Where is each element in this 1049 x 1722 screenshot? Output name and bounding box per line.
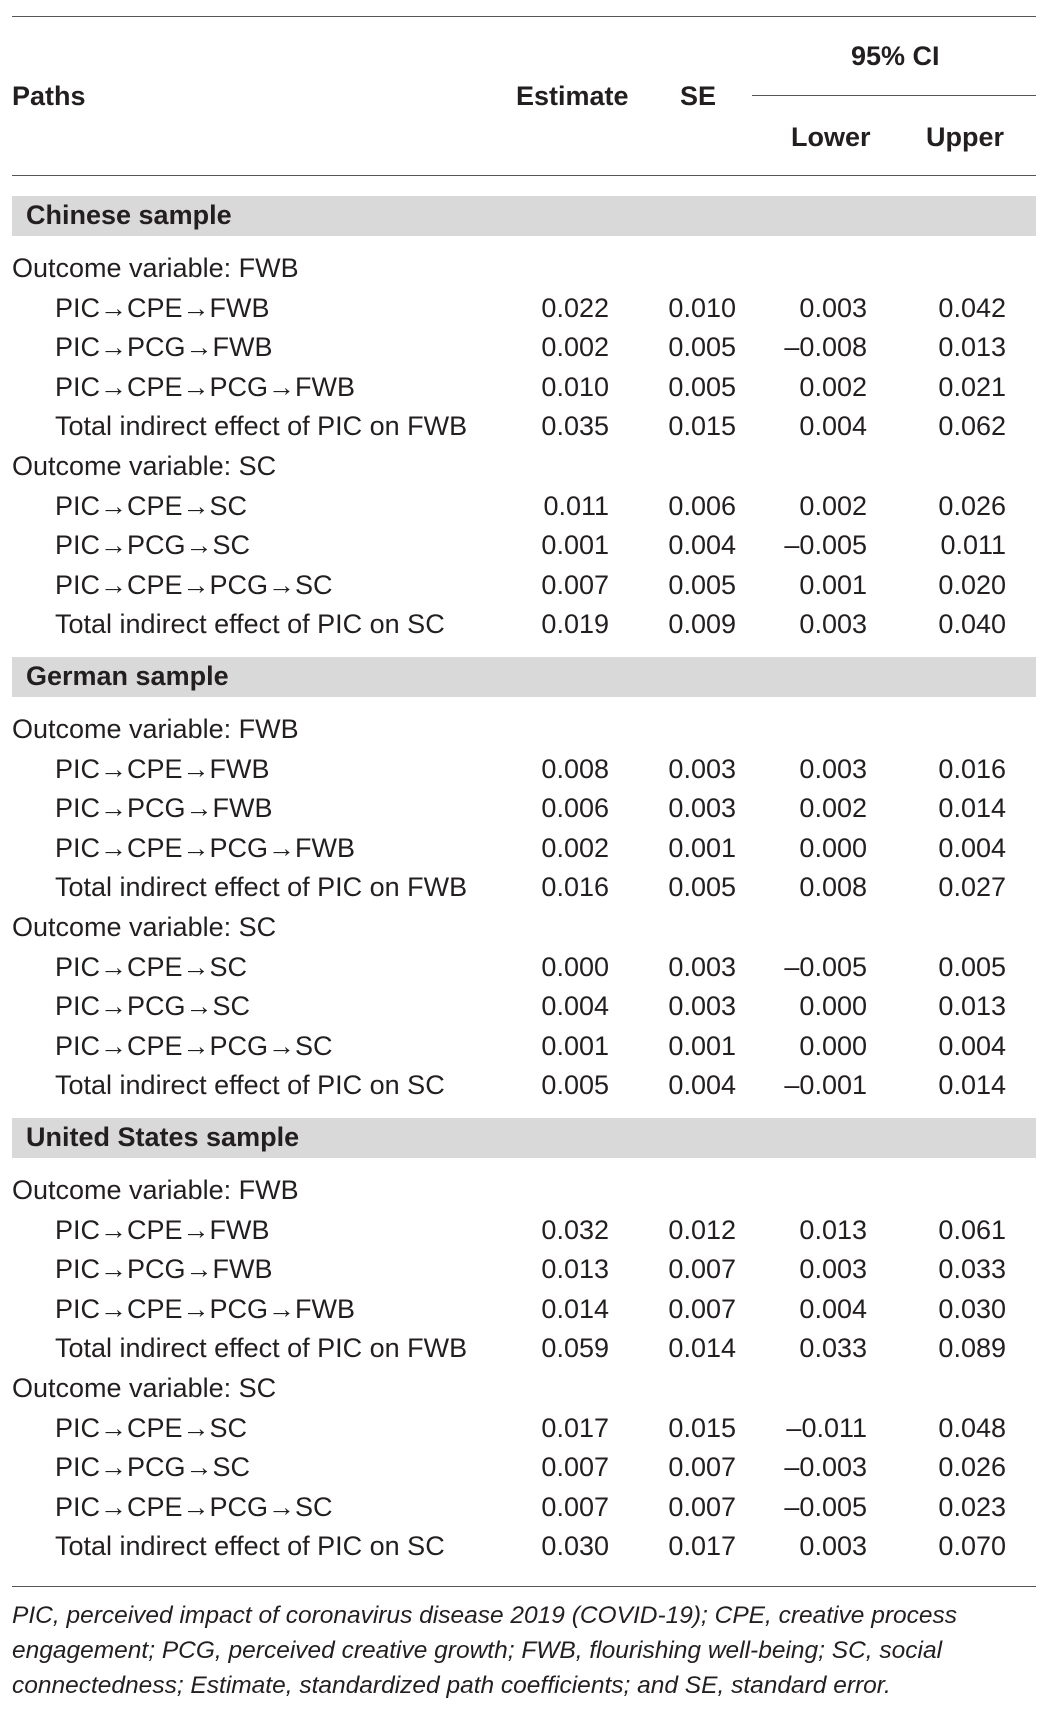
table-row	[0, 1294, 1049, 1333]
section-title: United States sample	[26, 1122, 300, 1152]
table-row	[0, 332, 1049, 371]
ci-lower-cell: 0.004	[799, 411, 867, 442]
se-cell: 0.007	[668, 1452, 736, 1483]
header-estimate: Estimate	[516, 81, 629, 111]
table-row	[0, 833, 1049, 872]
ci-upper-cell: 0.033	[938, 1254, 1006, 1285]
ci-lower-cell: –0.005	[784, 530, 867, 561]
path-cell: Total indirect effect of PIC on SC	[55, 1070, 445, 1101]
ci-lower-cell: 0.013	[799, 1214, 867, 1245]
ci-upper-cell: 0.042	[938, 292, 1006, 323]
header-rule	[12, 175, 1036, 176]
estimate-cell: 0.014	[541, 1293, 609, 1324]
se-cell: 0.010	[668, 292, 736, 323]
path-cell: PIC→CPE→PCG→SC	[55, 1030, 333, 1061]
path-cell: PIC→PCG→SC	[55, 1452, 251, 1483]
ci-upper-cell: 0.005	[938, 951, 1006, 982]
table-row	[0, 1215, 1049, 1254]
table-row	[0, 530, 1049, 569]
se-cell: 0.005	[668, 569, 736, 600]
path-cell: PIC→PCG→SC	[55, 991, 251, 1022]
section-header	[12, 196, 1036, 236]
se-cell: 0.015	[668, 1412, 736, 1443]
outcome-variable-label: Outcome variable: SC	[12, 1373, 277, 1403]
ci-lower-cell: –0.005	[784, 1491, 867, 1522]
ci-lower-cell: 0.008	[799, 872, 867, 903]
table-footnote: PIC, perceived impact of coronavirus disease 2019 (COVID-19); CPE, creative process engagement; PCG, perceived creative growth; FWB, flourishing well-being; SC, social connectedness; Estimate, standardized path coefficients; and SE, standard error.	[12, 1602, 958, 1699]
group-label-row	[0, 253, 1049, 292]
ci-upper-cell: 0.014	[938, 1070, 1006, 1101]
ci-lower-cell: 0.003	[799, 1531, 867, 1562]
estimate-cell: 0.006	[541, 793, 609, 824]
se-cell: 0.007	[668, 1293, 736, 1324]
ci-lower-cell: 0.003	[799, 609, 867, 640]
ci-upper-cell: 0.048	[938, 1412, 1006, 1443]
ci-upper-cell: 0.026	[938, 1452, 1006, 1483]
se-cell: 0.005	[668, 332, 736, 363]
ci-upper-cell: 0.004	[938, 1030, 1006, 1061]
ci-lower-cell: –0.001	[784, 1070, 867, 1101]
header-ci: 95% CI	[851, 41, 940, 71]
top-rule	[12, 16, 1036, 17]
estimate-cell: 0.013	[541, 1254, 609, 1285]
ci-lower-cell: 0.003	[799, 753, 867, 784]
ci-upper-cell: 0.013	[938, 991, 1006, 1022]
ci-lower-cell: 0.000	[799, 832, 867, 863]
path-cell: PIC→CPE→SC	[55, 490, 248, 521]
estimate-cell: 0.022	[541, 292, 609, 323]
path-cell: Total indirect effect of PIC on SC	[55, 1531, 445, 1562]
ci-lower-cell: –0.005	[784, 951, 867, 982]
table-row	[0, 411, 1049, 450]
se-cell: 0.004	[668, 530, 736, 561]
ci-upper-cell: 0.070	[938, 1531, 1006, 1562]
se-cell: 0.015	[668, 411, 736, 442]
path-cell: PIC→CPE→FWB	[55, 1214, 270, 1245]
ci-lower-cell: 0.002	[799, 793, 867, 824]
ci-lower-cell: 0.000	[799, 1030, 867, 1061]
table-row	[0, 991, 1049, 1030]
ci-upper-cell: 0.021	[938, 371, 1006, 402]
ci-lower-cell: 0.001	[799, 569, 867, 600]
table-row	[0, 1413, 1049, 1452]
estimate-cell: 0.032	[541, 1214, 609, 1245]
path-cell: Total indirect effect of PIC on SC	[55, 609, 445, 640]
outcome-variable-label: Outcome variable: FWB	[12, 253, 299, 283]
estimate-cell: 0.000	[541, 951, 609, 982]
table-row	[0, 1254, 1049, 1293]
ci-lower-cell: 0.003	[799, 1254, 867, 1285]
se-cell: 0.003	[668, 991, 736, 1022]
se-cell: 0.001	[668, 832, 736, 863]
se-cell: 0.017	[668, 1531, 736, 1562]
estimate-cell: 0.008	[541, 753, 609, 784]
group-label-row	[0, 1175, 1049, 1214]
path-cell: PIC→PCG→FWB	[55, 332, 273, 363]
path-cell: Total indirect effect of PIC on FWB	[55, 1333, 468, 1364]
estimate-cell: 0.035	[541, 411, 609, 442]
se-cell: 0.005	[668, 872, 736, 903]
path-cell: Total indirect effect of PIC on FWB	[55, 411, 468, 442]
group-label-row	[0, 912, 1049, 951]
table-row	[0, 952, 1049, 991]
estimate-cell: 0.001	[541, 1030, 609, 1061]
header-upper: Upper	[926, 122, 1005, 152]
path-cell: PIC→CPE→FWB	[55, 292, 270, 323]
header-lower: Lower	[791, 122, 871, 152]
se-cell: 0.003	[668, 951, 736, 982]
section-title: Chinese sample	[26, 200, 232, 230]
se-cell: 0.006	[668, 490, 736, 521]
estimate-cell: 0.010	[541, 371, 609, 402]
estimate-cell: 0.007	[541, 569, 609, 600]
path-cell: PIC→CPE→SC	[55, 1412, 248, 1443]
table-row	[0, 609, 1049, 648]
section-title: German sample	[26, 661, 229, 691]
header-paths: Paths	[12, 81, 86, 111]
group-label-row	[0, 451, 1049, 490]
ci-divider	[752, 95, 1036, 96]
ci-upper-cell: 0.027	[938, 872, 1006, 903]
ci-lower-cell: 0.002	[799, 371, 867, 402]
se-cell: 0.003	[668, 753, 736, 784]
ci-upper-cell: 0.013	[938, 332, 1006, 363]
estimate-cell: 0.059	[541, 1333, 609, 1364]
header-se: SE	[680, 81, 717, 111]
table-row	[0, 793, 1049, 832]
se-cell: 0.001	[668, 1030, 736, 1061]
path-cell: PIC→CPE→PCG→FWB	[55, 1293, 356, 1324]
ci-lower-cell: 0.002	[799, 490, 867, 521]
path-cell: PIC→PCG→FWB	[55, 793, 273, 824]
se-cell: 0.007	[668, 1254, 736, 1285]
ci-upper-cell: 0.040	[938, 609, 1006, 640]
estimate-cell: 0.005	[541, 1070, 609, 1101]
path-cell: PIC→CPE→SC	[55, 951, 248, 982]
ci-upper-cell: 0.089	[938, 1333, 1006, 1364]
estimate-cell: 0.030	[541, 1531, 609, 1562]
group-label-row	[0, 714, 1049, 753]
bottom-rule	[12, 1586, 1036, 1587]
estimate-cell: 0.002	[541, 332, 609, 363]
path-cell: PIC→CPE→PCG→SC	[55, 1491, 333, 1522]
table-row	[0, 1333, 1049, 1372]
se-cell: 0.014	[668, 1333, 736, 1364]
table-row	[0, 293, 1049, 332]
ci-upper-cell: 0.011	[940, 530, 1006, 561]
table-row	[0, 1070, 1049, 1109]
ci-upper-cell: 0.014	[938, 793, 1006, 824]
outcome-variable-label: Outcome variable: FWB	[12, 1175, 299, 1205]
table-row	[0, 1531, 1049, 1570]
table-row	[0, 1031, 1049, 1070]
group-label-row	[0, 1373, 1049, 1412]
se-cell: 0.012	[668, 1214, 736, 1245]
path-cell: PIC→PCG→FWB	[55, 1254, 273, 1285]
ci-lower-cell: –0.008	[784, 332, 867, 363]
estimate-cell: 0.007	[541, 1452, 609, 1483]
section-header	[12, 1118, 1036, 1158]
table-row	[0, 1492, 1049, 1531]
path-cell: PIC→PCG→SC	[55, 530, 251, 561]
outcome-variable-label: Outcome variable: FWB	[12, 714, 299, 744]
outcome-variable-label: Outcome variable: SC	[12, 912, 277, 942]
table-row	[0, 491, 1049, 530]
ci-upper-cell: 0.062	[938, 411, 1006, 442]
se-cell: 0.003	[668, 793, 736, 824]
ci-lower-cell: 0.004	[799, 1293, 867, 1324]
ci-lower-cell: –0.011	[786, 1412, 867, 1443]
outcome-variable-label: Outcome variable: SC	[12, 451, 277, 481]
section-header	[12, 657, 1036, 697]
ci-upper-cell: 0.004	[938, 832, 1006, 863]
estimate-cell: 0.017	[541, 1412, 609, 1443]
ci-lower-cell: –0.003	[784, 1452, 867, 1483]
ci-lower-cell: 0.000	[799, 991, 867, 1022]
ci-lower-cell: 0.033	[799, 1333, 867, 1364]
ci-upper-cell: 0.061	[938, 1214, 1006, 1245]
se-cell: 0.004	[668, 1070, 736, 1101]
table-row	[0, 754, 1049, 793]
path-cell: PIC→CPE→PCG→FWB	[55, 371, 356, 402]
path-cell: PIC→CPE→FWB	[55, 753, 270, 784]
table-row	[0, 1452, 1049, 1491]
path-cell: PIC→CPE→PCG→FWB	[55, 832, 356, 863]
ci-upper-cell: 0.030	[938, 1293, 1006, 1324]
ci-lower-cell: 0.003	[799, 292, 867, 323]
estimate-cell: 0.007	[541, 1491, 609, 1522]
table-row	[0, 570, 1049, 609]
se-cell: 0.005	[668, 371, 736, 402]
ci-upper-cell: 0.026	[938, 490, 1006, 521]
path-cell: PIC→CPE→PCG→SC	[55, 569, 333, 600]
estimate-cell: 0.004	[541, 991, 609, 1022]
path-cell: Total indirect effect of PIC on FWB	[55, 872, 468, 903]
estimate-cell: 0.011	[543, 490, 609, 521]
se-cell: 0.007	[668, 1491, 736, 1522]
ci-upper-cell: 0.023	[938, 1491, 1006, 1522]
estimate-cell: 0.001	[541, 530, 609, 561]
ci-upper-cell: 0.016	[938, 753, 1006, 784]
ci-upper-cell: 0.020	[938, 569, 1006, 600]
table-row	[0, 372, 1049, 411]
estimate-cell: 0.016	[541, 872, 609, 903]
estimate-cell: 0.019	[541, 609, 609, 640]
table-row	[0, 872, 1049, 911]
estimate-cell: 0.002	[541, 832, 609, 863]
se-cell: 0.009	[668, 609, 736, 640]
